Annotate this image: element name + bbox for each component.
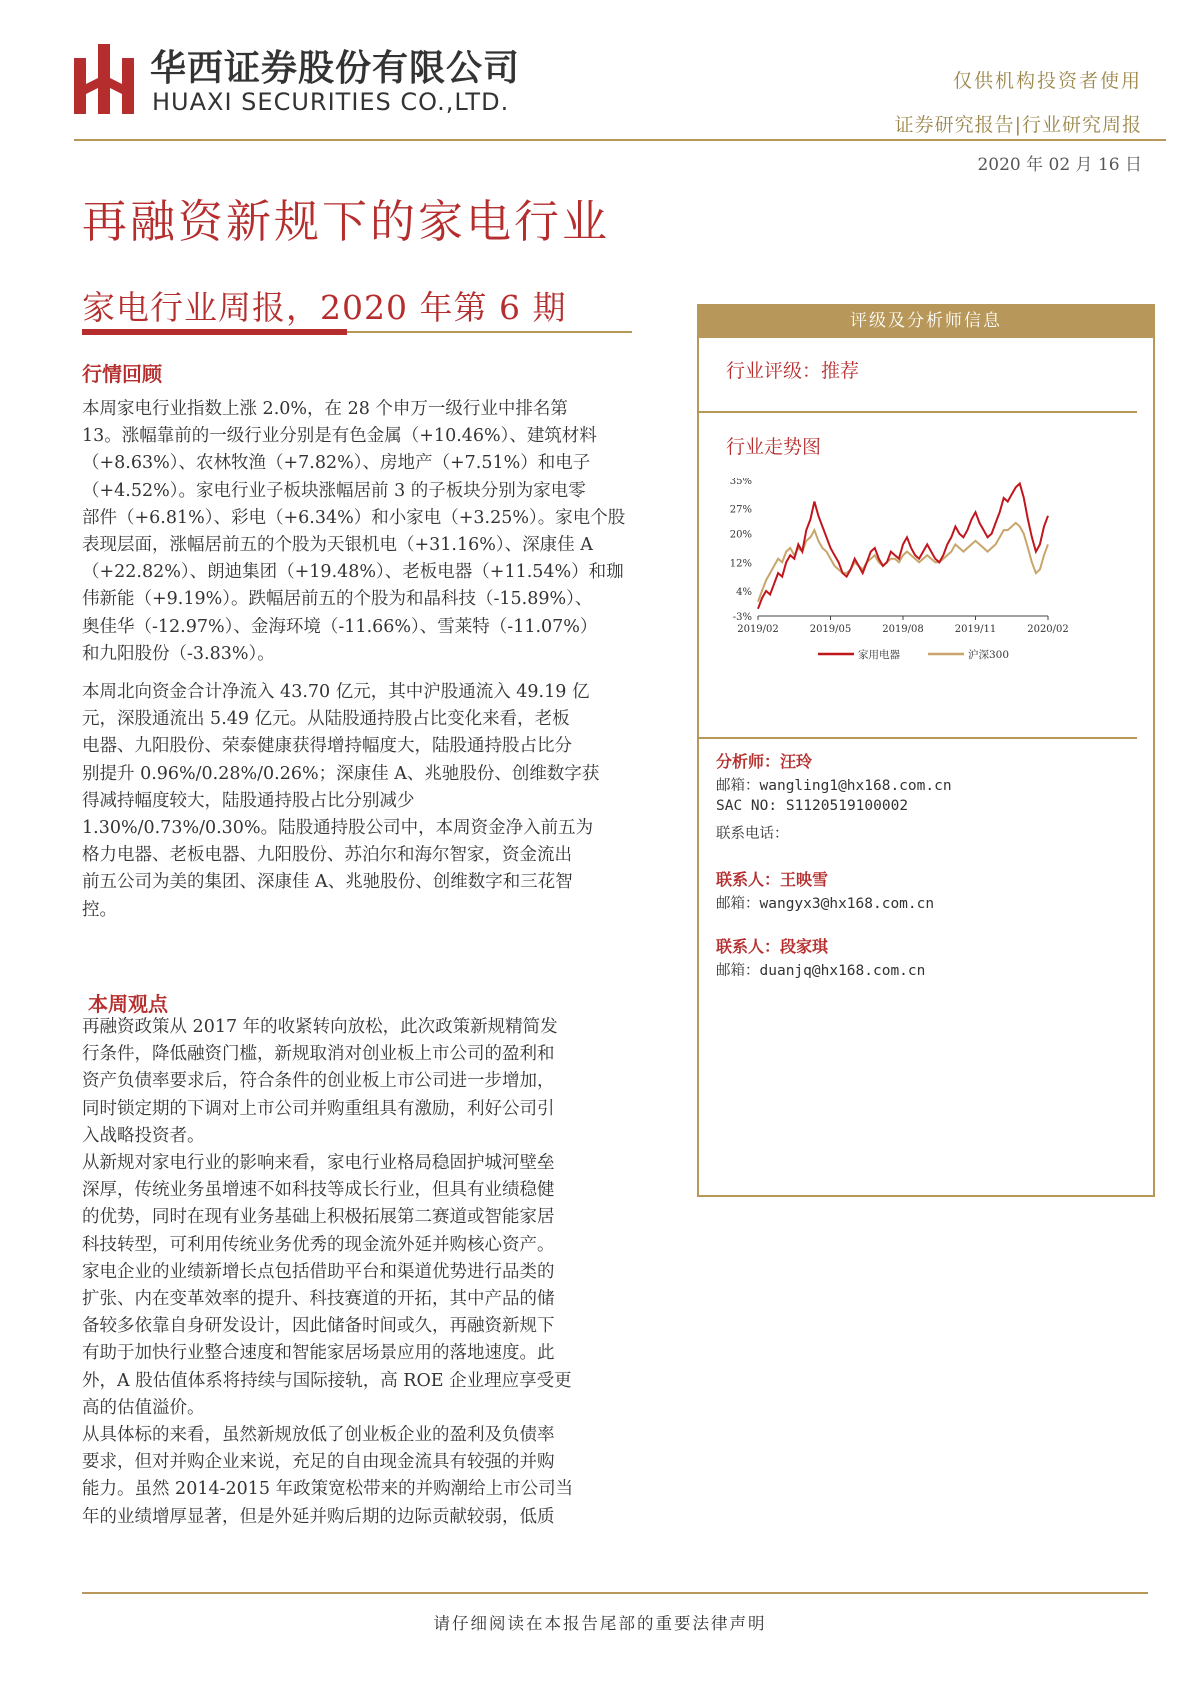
chart-legend	[818, 648, 1009, 661]
analyst-sac-number: SAC NO: S1120519100002	[716, 798, 909, 814]
weekly-view-line: 外，A 股估值体系将持续与国际接轨，高 ROE 企业理应享受更	[82, 1370, 572, 1391]
weekly-view-line: 要求，但对并购企业来说，充足的自由现金流具有较强的并购	[82, 1452, 555, 1473]
trend-chart-label: 行业走势图	[726, 436, 822, 458]
chart-y-tick-label: 4%	[736, 586, 752, 598]
market-review-line: 格力电器、老板电器、九阳股份、苏泊尔和海尔智家，资金流出	[82, 845, 572, 866]
market-review-line: 别提升 0.96%/0.28%/0.26%；深康佳 A、兆驰股份、创维数字获	[82, 763, 600, 784]
contact-1-name: 联系人：王映雪	[716, 870, 829, 889]
weekly-view-line: 入战略投资者。	[82, 1125, 205, 1146]
market-review-line: （+8.63%）、农林牧渔（+7.82%）、房地产（+7.51%）和电子	[82, 453, 591, 474]
market-review-line: 得减持幅度较大，陆股通持股占比分别减少	[82, 790, 415, 811]
market-review-line: 部件（+6.81%）、彩电（+6.34%）和小家电（+3.25%）。家电个股	[82, 507, 626, 528]
market-review-line: 控。	[82, 899, 117, 920]
weekly-view-heading: 本周观点	[88, 992, 168, 1016]
report-type: 证券研究报告|行业研究周报	[894, 114, 1142, 136]
report-title: 再融资新规下的家电行业	[82, 195, 611, 248]
subtitle-accent-bar	[82, 329, 347, 335]
chart-x-tick-label: 2019/05	[809, 624, 852, 635]
chart-x-tick-label: 2019/11	[954, 624, 997, 635]
market-review-line: 元，深股通流出 5.49 亿元。从陆股通持股占比变化来看，老板	[82, 709, 570, 730]
chart-x-tick-label: 2020/02	[1027, 624, 1069, 635]
weekly-view-line: 能力。虽然 2014-2015 年政策宽松带来的并购潮给上市公司当	[82, 1479, 574, 1500]
chart-series-line-家用电器	[758, 484, 1048, 609]
weekly-view-line: 的优势，同时在现有业务基础上积极拓展第二赛道或智能家居	[82, 1207, 555, 1228]
footer-divider	[82, 1592, 1148, 1594]
legal-disclaimer-note: 请仔细阅读在本报告尾部的重要法律声明	[433, 1614, 767, 1633]
header-divider	[74, 139, 1166, 141]
analyst-name: 分析师：汪玲	[716, 752, 813, 771]
chart-x-tick-labels	[737, 624, 1069, 635]
market-review-line: 1.30%/0.73%/0.30%。陆股通持股公司中，本周资金净入前五为	[82, 818, 594, 839]
contact-2-name: 联系人：段家琪	[716, 937, 829, 956]
market-review-line: 和九阳股份（-3.83%）。	[82, 643, 275, 664]
industry-rating: 行业评级：推荐	[726, 360, 860, 382]
analyst-email: 邮箱：wangling1@hx168.com.cn	[716, 778, 952, 794]
weekly-view-line: 资产负债率要求后，符合条件的创业板上市公司进一步增加，	[82, 1071, 555, 1092]
weekly-view-line: 有助于加快行业整合速度和智能家居场景应用的落地速度。此	[82, 1343, 555, 1364]
weekly-view-line: 家电企业的业绩新增长点包括借助平台和渠道优势进行品类的	[82, 1261, 555, 1282]
market-review-line: 伟新能（+9.19%）。跌幅居前五的个股为和晶科技（-15.89%）、	[82, 589, 593, 610]
chart-series-lines	[758, 484, 1048, 609]
company-name-en: HUAXI SECURITIES CO.,LTD.	[152, 88, 510, 116]
chart-y-tick-labels	[730, 478, 752, 623]
contact-2-email: 邮箱：duanjq@hx168.com.cn	[716, 963, 926, 979]
market-review-line: （+22.82%）、朗迪集团（+19.48%）、老板电器（+11.54%）和珈	[82, 562, 624, 583]
legend-label: 家用电器	[858, 649, 900, 661]
weekly-view-line: 备较多依靠自身研发设计，因此储备时间或久，再融资新规下	[82, 1316, 555, 1337]
weekly-view-line: 高的估值溢价。	[82, 1397, 205, 1418]
company-logo-icon	[74, 44, 134, 114]
industry-trend-chart	[718, 478, 1148, 708]
legend-label: 沪深300	[968, 649, 1010, 661]
weekly-view-line: 从具体标的来看，虽然新规放低了创业板企业的盈利及负债率	[82, 1425, 555, 1446]
weekly-view-line: 年的业绩增厚显著，但是外延并购后期的边际贡献较弱，低质	[82, 1506, 555, 1527]
chart-series-line-沪深300	[758, 523, 1048, 602]
weekly-view-line: 同时锁定期的下调对上市公司并购重组具有激励，利好公司引	[82, 1098, 555, 1119]
market-review-line: 前五公司为美的集团、深康佳 A、兆驰股份、创维数字和三花智	[82, 872, 573, 893]
panel-divider-2	[697, 737, 1137, 739]
chart-x-tick-label: 2019/02	[737, 624, 779, 635]
weekly-view-line: 扩张、内在变革效率的提升、科技赛道的开拓，其中产品的储	[82, 1289, 555, 1310]
chart-x-tick-label: 2019/08	[882, 624, 924, 635]
chart-y-tick-label: -3%	[732, 612, 752, 623]
market-review-line: 本周北向资金合计净流入 43.70 亿元，其中沪股通流入 49.19 亿	[82, 682, 590, 702]
chart-y-tick-label: 27%	[729, 504, 752, 516]
panel-header: 评级及分析师信息	[697, 304, 1155, 338]
market-review-line: 本周家电行业指数上涨 2.0%，在 28 个申万一级行业中排名第	[82, 399, 568, 419]
report-date: 2020 年 02 月 16 日	[977, 155, 1142, 175]
market-review-line: 奥佳华（-12.97%）、金海环境（-11.66%）、雪莱特（-11.07%）	[82, 616, 598, 637]
panel-divider-1	[697, 411, 1137, 413]
market-review-line: （+4.52%）。家电行业子板块涨幅居前 3 的子板块分别为家电零	[82, 480, 586, 501]
weekly-view-line: 行条件，降低融资门槛，新规取消对创业板上市公司的盈利和	[82, 1044, 555, 1065]
chart-y-tick-label: 35%	[729, 478, 752, 487]
market-review-paragraph-2	[82, 679, 682, 924]
weekly-view-body	[82, 1014, 657, 1531]
market-review-line: 表现层面，涨幅居前五的个股为天银机电（+31.16%）、深康佳 A	[82, 535, 593, 556]
report-subtitle: 家电行业周报，2020 年第 6 期	[82, 288, 567, 327]
weekly-view-line: 再融资政策从 2017 年的收紧转向放松，此次政策新规精简发	[82, 1017, 558, 1037]
market-review-paragraph-1	[82, 396, 682, 668]
weekly-view-line: 科技转型，可利用传统业务优秀的现金流外延并购核心资产。	[82, 1234, 555, 1255]
contact-1-email: 邮箱：wangyx3@hx168.com.cn	[716, 896, 935, 912]
chart-axes	[758, 616, 1048, 620]
company-name-cn: 华西证券股份有限公司	[150, 48, 521, 89]
market-review-heading: 行情回顾	[82, 362, 162, 386]
chart-y-tick-label: 12%	[729, 558, 752, 570]
market-review-line: 13。涨幅靠前的一级行业分别是有色金属（+10.46%）、建筑材料	[82, 426, 597, 447]
analyst-phone: 联系电话：	[716, 826, 789, 842]
weekly-view-line: 从新规对家电行业的影响来看，家电行业格局稳固护城河壁垒	[82, 1153, 555, 1174]
chart-y-tick-label: 20%	[729, 529, 752, 541]
market-review-line: 电器、九阳股份、荣泰健康获得增持幅度大，陆股通持股占比分	[82, 736, 572, 757]
weekly-view-line: 深厚，传统业务虽增速不如科技等成长行业，但具有业绩稳健	[82, 1180, 555, 1201]
usage-note: 仅供机构投资者使用	[952, 70, 1142, 92]
